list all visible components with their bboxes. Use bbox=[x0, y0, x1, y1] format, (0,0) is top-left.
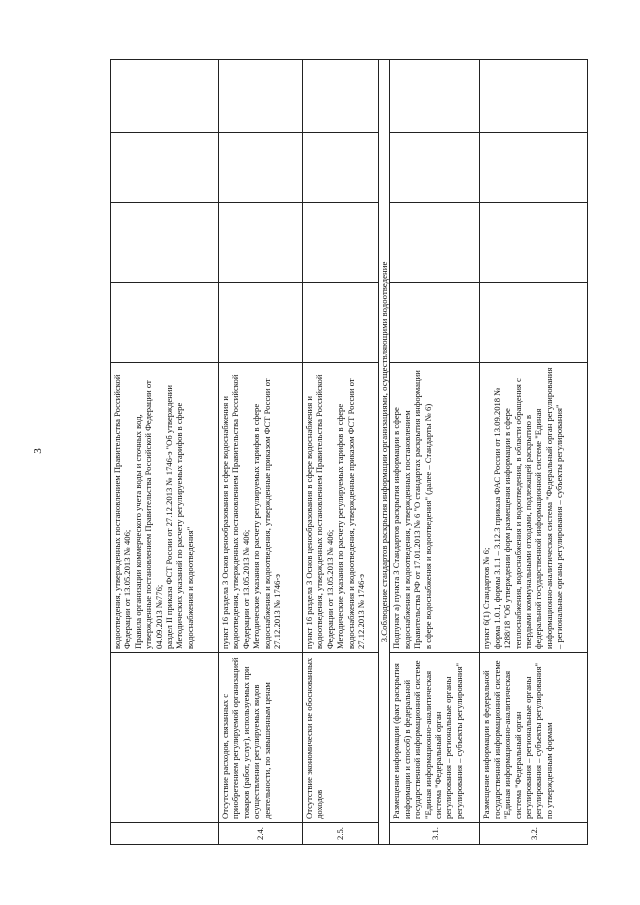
requirement-name: Отсутствие расходов, связанных с приобретением регулируемой организацией товаров (работ, услуг), используемых при осуществлении регулируемых видов деятельности, по завышенным ценам bbox=[219, 653, 303, 823]
row-number: 2.5. bbox=[303, 823, 379, 845]
empty-cell bbox=[111, 283, 219, 363]
page-number: 3 bbox=[32, 448, 44, 454]
empty-cell bbox=[303, 60, 379, 133]
requirement-basis: пункт 16 раздела 3 Основ ценообразования в сфере водоснабжения и водоотведения, утвержденных постановлением Правительства Российской Федерации от 13.05.2013 № 406; Методические указания по расчету регулируемых тарифов в сфере водоснабжения и водоотведения, утвержденные приказом ФСТ России от 27.12.2013 № 1746-э bbox=[219, 363, 303, 653]
table-row bbox=[303, 60, 379, 845]
empty-cell bbox=[480, 60, 588, 133]
empty-cell bbox=[111, 133, 219, 203]
empty-cell bbox=[390, 133, 480, 203]
table-row bbox=[480, 60, 588, 845]
table-row bbox=[219, 60, 303, 845]
section-title: 3.Соблюдение стандартов раскрытия информации организациями, осуществляющими водоотведение bbox=[379, 60, 390, 845]
empty-cell bbox=[219, 203, 303, 283]
requirement-name: Размещение информации (факт раскрытия информации и способ) в федеральной государственной информационной системе "Единая информационно-аналитическая система "Федеральный орган регулирования – региональные органы регулирования – субъекты регулирования" bbox=[390, 653, 480, 823]
requirement-basis: Подпункт а) пункта 3 Стандартов раскрытия информации в сфере водоснабжения и водоотведения, утвержденных постановлением Правительства РФ от 17.01.2013 № 6 "О стандартах раскрытия информации в сфере водоснабжения и водоотведения" (далее – Стандарты № 6) bbox=[390, 363, 480, 653]
requirement-name: Размещение информации в федеральной государственной информационной системе "Единая информационно-аналитическая система "Федеральный орган регулирования – региональные органы регулирования – субъекты регулирования" по утвержденным формам bbox=[480, 653, 588, 823]
empty-cell bbox=[219, 133, 303, 203]
empty-cell bbox=[390, 283, 480, 363]
empty-cell bbox=[219, 60, 303, 133]
requirement-name: Отсутствие экономически не обоснованных доходов bbox=[303, 653, 379, 823]
empty-cell bbox=[480, 203, 588, 283]
section-header-row bbox=[379, 60, 390, 845]
empty-cell bbox=[480, 283, 588, 363]
empty-cell bbox=[219, 283, 303, 363]
requirement-name bbox=[111, 653, 219, 823]
empty-cell bbox=[303, 133, 379, 203]
empty-cell bbox=[111, 203, 219, 283]
empty-cell bbox=[303, 203, 379, 283]
requirement-basis: водоотведения, утвержденных постановлением Правительства Российской Федерации от 13.05.2013 № 406; Правила организации коммерческого учета воды и сточных вод, утвержденные постановлением Правительства Российской Федерации от 04.09.2013 №776; раздел II приказа ФСТ России от 27.12.2013 № 1746-э "Об утверждении Методических указаний по расчету регулируемых тарифов в сфере водоснабжения и водоотведения" bbox=[111, 363, 219, 653]
table-row bbox=[111, 60, 219, 845]
empty-cell bbox=[390, 203, 480, 283]
requirement-basis: пункт 6(1) Стандартов № 6; форма 1.0.1, формы 3.1.1 – 3.12.3 приказа ФАС России от 13.09.2018 № 1288/18 "Об утверждении форм размещения информации в сфере теплоснабжения, водоснабжения и водоотведения, в области обращения с твердыми коммунальными отходами, подлежащей раскрытию в федеральной государственной информационной системе "Единая информационно-аналитическая система "Федеральный орган регулирования – региональные органы регулирования – субъекты регулирования" bbox=[480, 363, 588, 653]
rotated-table-container bbox=[110, 60, 587, 845]
row-number: 3.1. bbox=[390, 823, 480, 845]
empty-cell bbox=[111, 60, 219, 133]
table-row bbox=[390, 60, 480, 845]
empty-cell bbox=[390, 60, 480, 133]
row-number: 3.2. bbox=[480, 823, 588, 845]
requirement-basis: пункт 16 раздела 3 Основ ценообразования в сфере водоснабжения и водоотведения, утвержденных постановлением Правительства Российской Федерации от 13.05.2013 № 406; Методические указания по расчету регулируемых тарифов в сфере водоснабжения и водоотведения, утвержденные приказом ФСТ России от 27.12.2013 № 1746-э bbox=[303, 363, 379, 653]
requirements-table bbox=[110, 59, 588, 845]
empty-cell bbox=[480, 133, 588, 203]
row-number bbox=[111, 823, 219, 845]
empty-cell bbox=[303, 283, 379, 363]
row-number: 2.4. bbox=[219, 823, 303, 845]
